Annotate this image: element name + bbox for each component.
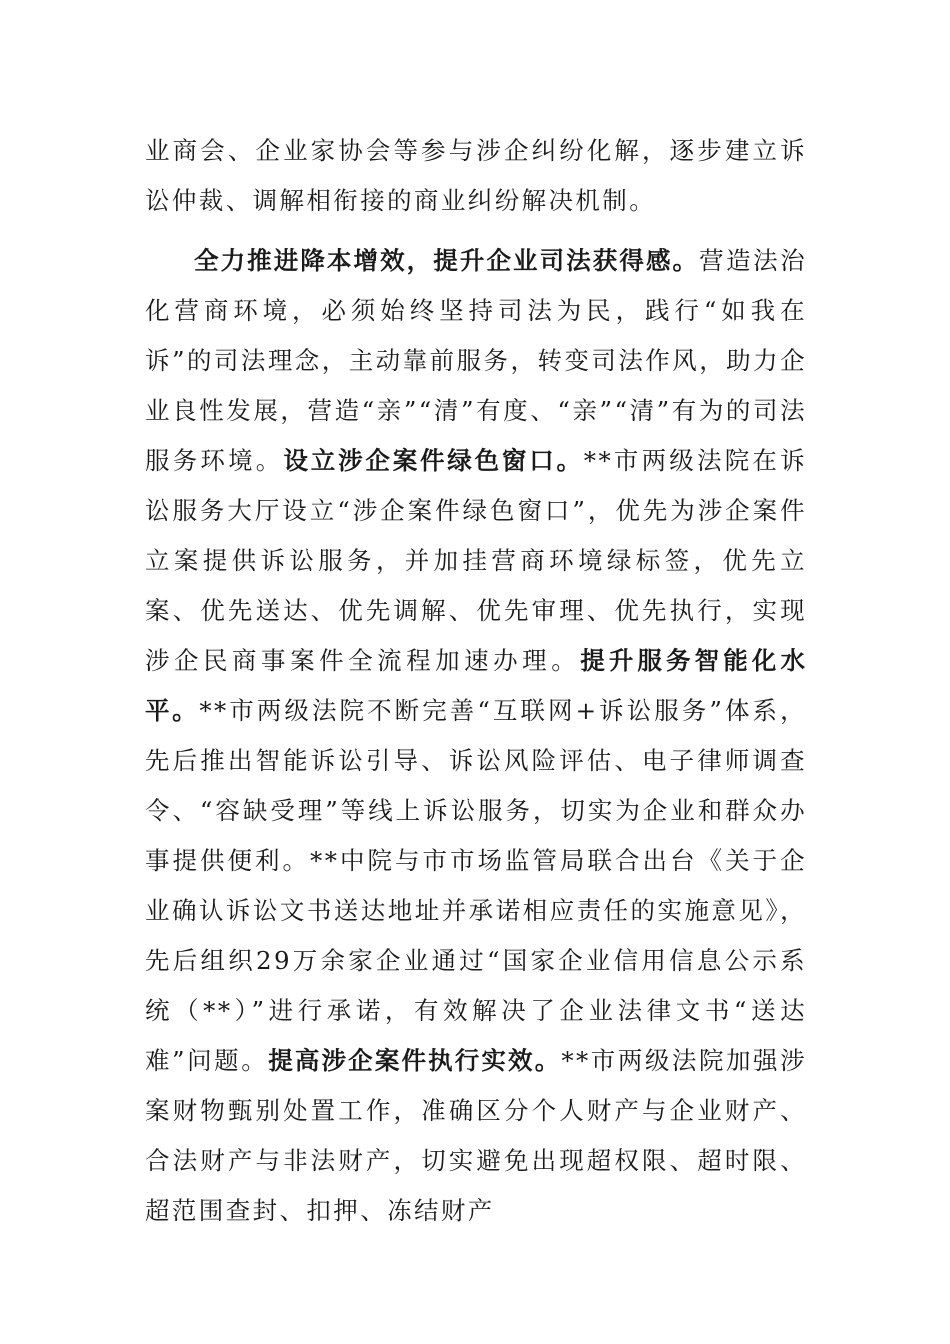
paragraph-2 <box>145 236 807 1236</box>
subheading-green-window: 设立涉企案件绿色窗口。 <box>283 446 584 475</box>
green-window-text: **市两级法院在诉讼服务大厅设立“涉企案件绿色窗口”，优先为涉企案件立案提供诉讼服务，并加挂营商环境绿标签，优先立案、优先送达、优先调解、优先审理、优先执行，实现涉企民商事案件全流程加速办理。 <box>145 446 807 675</box>
document-page <box>145 126 807 1236</box>
enforcement-text: **市两级法院加强涉案财物甄别处置工作，准确区分个人财产与企业财产、合法财产与非法财产，切实避免出现超权限、超时限、超范围查封、扣押、冻结财产 <box>145 1046 807 1225</box>
paragraph-1 <box>145 126 807 226</box>
subheading-enforcement: 提高涉企案件执行实效。 <box>268 1046 562 1075</box>
paragraph-1-text: 业商会、企业家协会等参与涉企纠纷化解，逐步建立诉讼仲裁、调解相衔接的商业纠纷解决机制。 <box>145 136 807 215</box>
subheading-smart-service: 提升服务智能化水平。 <box>145 646 807 725</box>
section-intro: 营造法治化营商环境，必须始终坚持司法为民，践行“如我在诉”的司法理念，主动靠前服务，转变司法作风，助力企业良性发展，营造“亲”“清”有度、“亲”“清”有为的司法服务环境。 <box>145 246 807 475</box>
smart-service-text: **市两级法院不断完善“互联网+诉讼服务”体系，先后推出智能诉讼引导、诉讼风险评估、电子律师调查令、“容缺受理”等线上诉讼服务，切实为企业和群众办事提供便利。**中院与市市场监管局联合出台《关于企业确认诉讼文书送达地址并承诺相应责任的实施意见》，先后组织29万余家企业通过“国家企业信用信息公示系统（**）”进行承诺，有效解决了企业法律文书“送达难”问题。 <box>145 696 807 1075</box>
section-heading: 全力推进降本增效，提升企业司法获得感。 <box>194 246 700 275</box>
